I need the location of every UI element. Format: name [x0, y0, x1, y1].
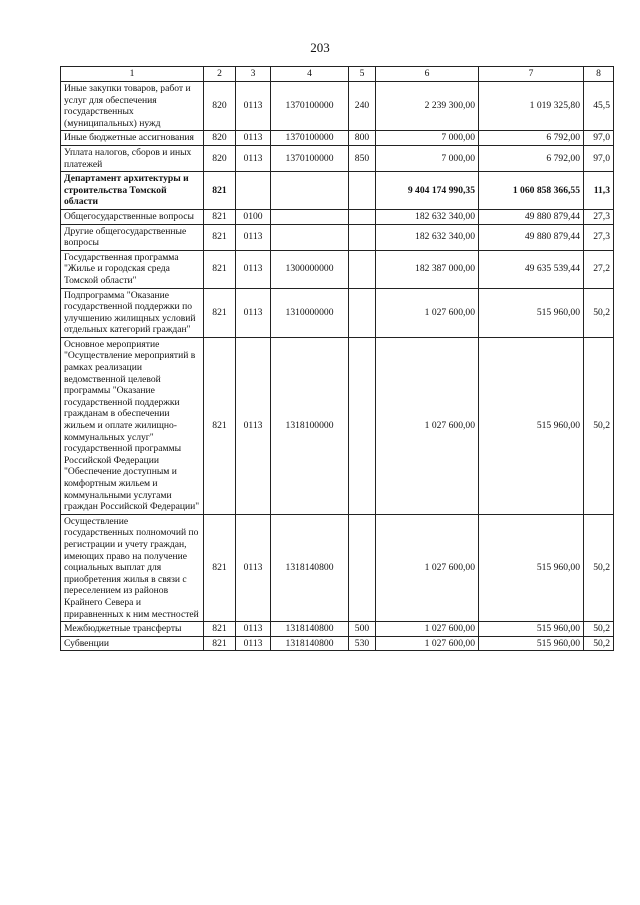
section-code: 0113 [236, 224, 271, 250]
executed-amount: 6 792,00 [479, 131, 584, 146]
row-name: Иные бюджетные ассигнования [61, 131, 204, 146]
plan-amount: 7 000,00 [376, 145, 479, 171]
expense-type [349, 250, 376, 288]
expense-type: 530 [349, 636, 376, 651]
table-row [61, 224, 614, 250]
table-row [61, 172, 614, 210]
executed-amount: 49 635 539,44 [479, 250, 584, 288]
execution-percent: 50,2 [584, 337, 614, 514]
execution-percent: 27,3 [584, 224, 614, 250]
admin-code: 821 [204, 622, 236, 637]
target-article [271, 224, 349, 250]
expense-type: 500 [349, 622, 376, 637]
row-name: Департамент архитектуры и строительства Томской области [61, 172, 204, 210]
target-article: 1318100000 [271, 337, 349, 514]
table-row [61, 514, 614, 621]
plan-amount: 7 000,00 [376, 131, 479, 146]
row-name: Основное мероприятие "Осуществление мероприятий в рамках реализации ведомственной целевой программы "Оказание государственной поддержки гражданам в обеспечении жильем и оплате жилищно-коммунальных услуг" государственной программы Российской Федерации "Обеспечение доступным и комфортным жильем и коммунальными услугами граждан Российской Федерации" [61, 337, 204, 514]
column-header: 5 [349, 67, 376, 82]
section-code: 0100 [236, 209, 271, 224]
table-row [61, 131, 614, 146]
table-row [61, 250, 614, 288]
section-code: 0113 [236, 622, 271, 637]
execution-percent: 50,2 [584, 514, 614, 621]
row-name: Подпрограмма "Оказание государственной поддержки по улучшению жилищных условий отдельных категорий граждан" [61, 288, 204, 337]
admin-code: 821 [204, 514, 236, 621]
row-name: Межбюджетные трансферты [61, 622, 204, 637]
table-row [61, 145, 614, 171]
admin-code: 821 [204, 288, 236, 337]
executed-amount: 515 960,00 [479, 636, 584, 651]
admin-code: 820 [204, 82, 236, 131]
execution-percent: 11,3 [584, 172, 614, 210]
admin-code: 820 [204, 131, 236, 146]
expense-type: 800 [349, 131, 376, 146]
table-row [61, 622, 614, 637]
row-name: Государственная программа "Жилье и городская среда Томской области" [61, 250, 204, 288]
page-number: 203 [310, 40, 330, 55]
plan-amount: 1 027 600,00 [376, 622, 479, 637]
budget-table [60, 66, 614, 651]
admin-code: 821 [204, 636, 236, 651]
plan-amount: 1 027 600,00 [376, 288, 479, 337]
expense-type [349, 337, 376, 514]
target-article: 1310000000 [271, 288, 349, 337]
column-header: 4 [271, 67, 349, 82]
target-article [271, 209, 349, 224]
executed-amount: 1 019 325,80 [479, 82, 584, 131]
row-name: Общегосударственные вопросы [61, 209, 204, 224]
execution-percent: 97,0 [584, 145, 614, 171]
expense-type: 240 [349, 82, 376, 131]
executed-amount: 6 792,00 [479, 145, 584, 171]
section-code: 0113 [236, 288, 271, 337]
column-header: 6 [376, 67, 479, 82]
expense-type [349, 514, 376, 621]
execution-percent: 50,2 [584, 636, 614, 651]
executed-amount: 515 960,00 [479, 337, 584, 514]
executed-amount: 515 960,00 [479, 622, 584, 637]
expense-type [349, 172, 376, 210]
target-article: 1318140800 [271, 514, 349, 621]
plan-amount: 182 387 000,00 [376, 250, 479, 288]
column-header: 8 [584, 67, 614, 82]
admin-code: 820 [204, 145, 236, 171]
target-article: 1318140800 [271, 636, 349, 651]
admin-code: 821 [204, 224, 236, 250]
column-header: 1 [61, 67, 204, 82]
executed-amount: 515 960,00 [479, 288, 584, 337]
plan-amount: 182 632 340,00 [376, 209, 479, 224]
execution-percent: 27,2 [584, 250, 614, 288]
execution-percent: 50,2 [584, 288, 614, 337]
plan-amount: 2 239 300,00 [376, 82, 479, 131]
executed-amount: 1 060 858 366,55 [479, 172, 584, 210]
executed-amount: 515 960,00 [479, 514, 584, 621]
section-code: 0113 [236, 250, 271, 288]
execution-percent: 27,3 [584, 209, 614, 224]
section-code: 0113 [236, 131, 271, 146]
plan-amount: 1 027 600,00 [376, 337, 479, 514]
expense-type: 850 [349, 145, 376, 171]
target-article: 1370100000 [271, 131, 349, 146]
plan-amount: 182 632 340,00 [376, 224, 479, 250]
target-article: 1370100000 [271, 82, 349, 131]
row-name: Уплата налогов, сборов и иных платежей [61, 145, 204, 171]
admin-code: 821 [204, 209, 236, 224]
plan-amount: 1 027 600,00 [376, 514, 479, 621]
target-article [271, 172, 349, 210]
header-row [61, 67, 614, 82]
table-row [61, 288, 614, 337]
section-code: 0113 [236, 82, 271, 131]
execution-percent: 50,2 [584, 622, 614, 637]
row-name: Другие общегосударственные вопросы [61, 224, 204, 250]
column-header: 2 [204, 67, 236, 82]
execution-percent: 97,0 [584, 131, 614, 146]
table-row [61, 337, 614, 514]
section-code: 0113 [236, 636, 271, 651]
plan-amount: 9 404 174 990,35 [376, 172, 479, 210]
section-code [236, 172, 271, 210]
admin-code: 821 [204, 172, 236, 210]
table-row [61, 636, 614, 651]
target-article: 1370100000 [271, 145, 349, 171]
target-article: 1300000000 [271, 250, 349, 288]
admin-code: 821 [204, 250, 236, 288]
row-name: Иные закупки товаров, работ и услуг для обеспечения государственных (муниципальных) нужд [61, 82, 204, 131]
executed-amount: 49 880 879,44 [479, 224, 584, 250]
section-code: 0113 [236, 514, 271, 621]
section-code: 0113 [236, 337, 271, 514]
column-header: 7 [479, 67, 584, 82]
section-code: 0113 [236, 145, 271, 171]
expense-type [349, 224, 376, 250]
executed-amount: 49 880 879,44 [479, 209, 584, 224]
execution-percent: 45,5 [584, 82, 614, 131]
column-header: 3 [236, 67, 271, 82]
expense-type [349, 288, 376, 337]
admin-code: 821 [204, 337, 236, 514]
plan-amount: 1 027 600,00 [376, 636, 479, 651]
target-article: 1318140800 [271, 622, 349, 637]
table-row [61, 209, 614, 224]
table-row [61, 82, 614, 131]
row-name: Осуществление государственных полномочий по регистрации и учету граждан, имеющих право на получение социальных выплат для приобретения жилья в связи с переселением из районов Крайнего Севера и приравненных к ним местностей [61, 514, 204, 621]
row-name: Субвенции [61, 636, 204, 651]
expense-type [349, 209, 376, 224]
